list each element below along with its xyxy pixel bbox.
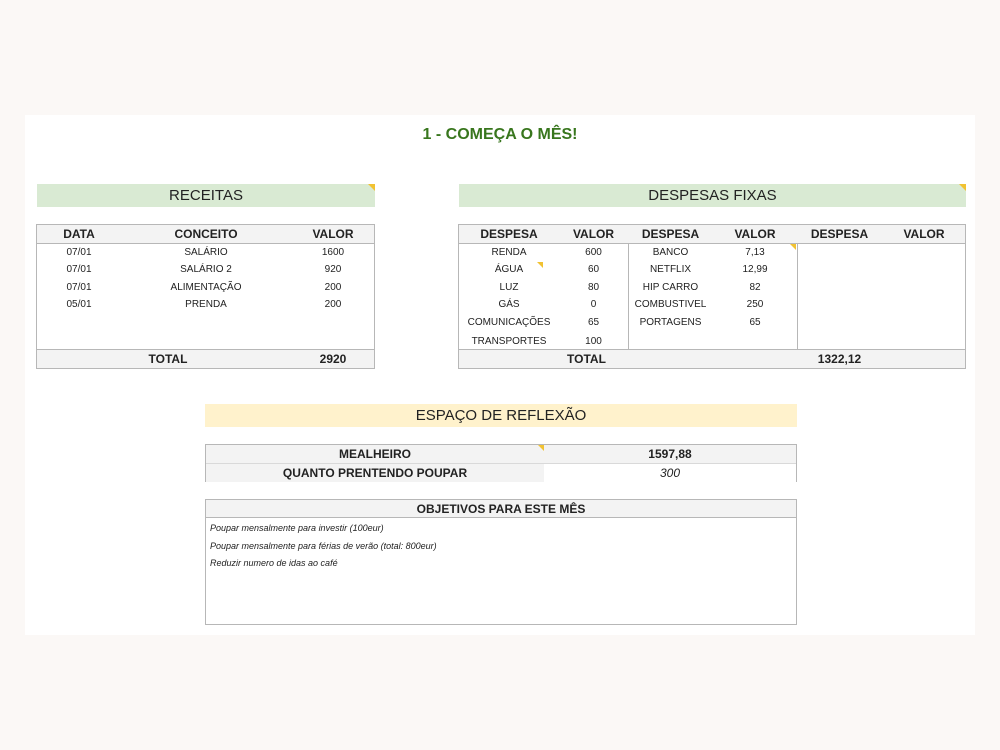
objetivo-item[interactable]: Poupar mensalmente para férias de verão (total: 800eur) bbox=[210, 541, 437, 551]
total-value[interactable]: 1322,12 bbox=[817, 352, 862, 366]
cell-data[interactable]: 07/01 bbox=[66, 282, 92, 293]
cell-despesa[interactable]: TRANSPORTES bbox=[471, 336, 547, 347]
total-label[interactable]: TOTAL bbox=[567, 352, 606, 366]
comment-marker-icon[interactable] bbox=[959, 184, 966, 191]
cell-valor[interactable]: 600 bbox=[585, 247, 602, 258]
objetivos-box bbox=[205, 499, 797, 625]
column-divider bbox=[628, 244, 629, 350]
cell-valor[interactable]: 80 bbox=[587, 282, 600, 293]
column-header-valor[interactable]: VALOR bbox=[903, 227, 945, 241]
cell-despesa[interactable]: COMBUSTIVEL bbox=[634, 299, 707, 310]
reflexao-table bbox=[205, 444, 797, 482]
column-header-valor[interactable]: VALOR bbox=[734, 227, 776, 241]
total-label[interactable]: TOTAL bbox=[148, 352, 188, 366]
column-header-valor[interactable]: VALOR bbox=[312, 227, 354, 241]
mealheiro-label: MEALHEIRO bbox=[339, 447, 411, 461]
receitas-header[interactable] bbox=[37, 184, 375, 207]
despesas-table bbox=[458, 224, 966, 369]
comment-marker-icon[interactable] bbox=[790, 244, 796, 250]
comment-marker-icon[interactable] bbox=[537, 262, 543, 268]
column-header-despesa[interactable]: DESPESA bbox=[641, 227, 700, 241]
despesas-table-header bbox=[459, 225, 965, 244]
receitas-total-row bbox=[37, 349, 374, 368]
comment-marker-icon[interactable] bbox=[368, 184, 375, 191]
cell-despesa[interactable]: BANCO bbox=[652, 247, 689, 258]
cell-conceito[interactable]: PRENDA bbox=[185, 299, 227, 310]
poupar-label[interactable]: QUANTO PRENTENDO POUPAR bbox=[206, 464, 544, 482]
column-header-valor[interactable]: VALOR bbox=[572, 227, 615, 241]
cell-conceito[interactable]: ALIMENTAÇÃO bbox=[170, 282, 242, 293]
poupar-value[interactable]: 300 bbox=[544, 464, 796, 482]
reflexao-header[interactable] bbox=[205, 404, 797, 427]
cell-valor[interactable]: 65 bbox=[749, 317, 761, 328]
cell-valor[interactable]: 200 bbox=[324, 282, 342, 293]
objetivo-item[interactable]: Reduzir numero de idas ao café bbox=[210, 558, 338, 568]
cell-despesa[interactable]: LUZ bbox=[499, 282, 519, 293]
column-header-data[interactable]: DATA bbox=[63, 227, 95, 241]
cell-valor[interactable]: 1600 bbox=[321, 247, 345, 258]
despesas-total-row bbox=[459, 349, 965, 368]
cell-despesa[interactable]: ÁGUA bbox=[494, 264, 524, 275]
cell-valor[interactable]: 12,99 bbox=[742, 264, 768, 275]
cell-despesa[interactable]: PORTAGENS bbox=[639, 317, 702, 328]
cell-valor[interactable]: 200 bbox=[324, 299, 342, 310]
total-value[interactable]: 2920 bbox=[319, 352, 347, 366]
despesas-header[interactable] bbox=[459, 184, 966, 207]
cell-data[interactable]: 05/01 bbox=[66, 299, 92, 310]
cell-valor[interactable]: 60 bbox=[587, 264, 600, 275]
cell-valor[interactable]: 65 bbox=[587, 317, 600, 328]
cell-conceito[interactable]: SALÁRIO 2 bbox=[180, 264, 232, 275]
cell-despesa[interactable]: NETFLIX bbox=[649, 264, 692, 275]
cell-data[interactable]: 07/01 bbox=[66, 247, 92, 258]
receitas-table bbox=[36, 224, 375, 369]
objetivo-item[interactable]: Poupar mensalmente para investir (100eur) bbox=[210, 523, 384, 533]
reflexao-title: ESPAÇO DE REFLEXÃO bbox=[415, 407, 587, 424]
cell-valor[interactable]: 0 bbox=[590, 299, 597, 310]
mealheiro-value[interactable]: 1597,88 bbox=[544, 445, 796, 463]
cell-despesa[interactable]: HIP CARRO bbox=[642, 282, 699, 293]
objetivos-title[interactable]: OBJETIVOS PARA ESTE MÊS bbox=[206, 500, 796, 518]
column-header-despesa[interactable]: DESPESA bbox=[480, 227, 538, 241]
column-header-conceito[interactable]: CONCEITO bbox=[174, 227, 238, 241]
column-divider bbox=[797, 244, 798, 350]
cell-valor[interactable]: 920 bbox=[324, 264, 342, 275]
cell-despesa[interactable]: COMUNICAÇÕES bbox=[467, 317, 551, 328]
cell-valor[interactable]: 250 bbox=[746, 299, 764, 310]
mealheiro-label-cell[interactable] bbox=[206, 445, 544, 463]
cell-despesa[interactable]: RENDA bbox=[491, 247, 527, 258]
receitas-title: RECEITAS bbox=[169, 187, 243, 204]
page-title: 1 - COMEÇA O MÊS! bbox=[422, 126, 578, 143]
receitas-table-header bbox=[37, 225, 374, 244]
cell-valor[interactable]: 100 bbox=[585, 336, 602, 347]
cell-data[interactable]: 07/01 bbox=[66, 264, 92, 275]
cell-valor[interactable]: 82 bbox=[749, 282, 761, 293]
cell-despesa[interactable]: GÁS bbox=[498, 299, 520, 310]
cell-valor[interactable]: 7,13 bbox=[745, 247, 765, 258]
despesas-title: DESPESAS FIXAS bbox=[648, 187, 777, 204]
cell-conceito[interactable]: SALÁRIO bbox=[184, 247, 228, 258]
column-header-despesa[interactable]: DESPESA bbox=[810, 227, 869, 241]
